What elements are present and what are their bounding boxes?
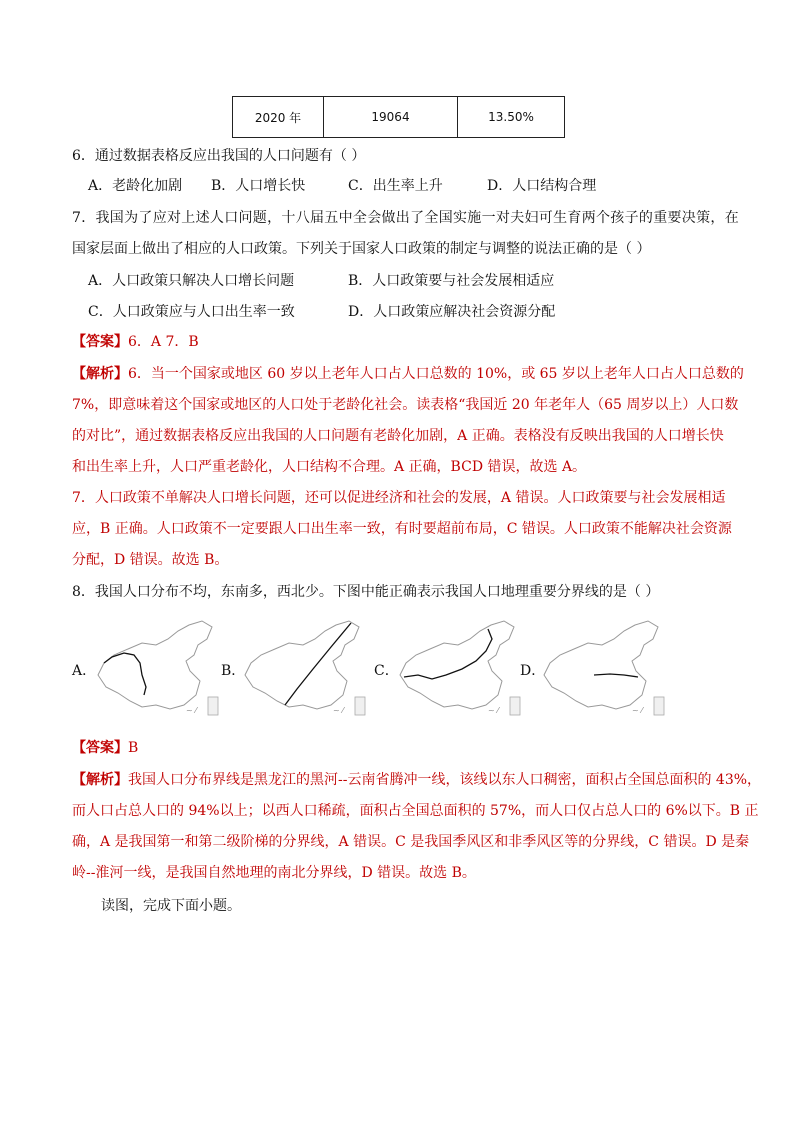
analysis-label: 【解析】 <box>72 366 128 382</box>
q6-option-b: B．人口增长快 <box>211 178 306 194</box>
analysis-line: 应，B 正确。人口政策不一定要跟人口出生率一致，有时要超前布局，C 错误。人口政策不能解决社会资源 <box>72 521 732 537</box>
q8-option-b-label: B． <box>221 663 246 679</box>
answer-label: 【答案】 <box>72 740 128 756</box>
china-map-option-c[interactable] <box>396 617 524 721</box>
analysis-line: 的对比”，通过数据表格反应出我国的人口问题有老龄化加剧，A 正确。表格没有反映出我国的人口增长快 <box>72 428 724 444</box>
china-map-option-d[interactable] <box>540 617 668 721</box>
q7-stem-line2: 国家层面上做出了相应的人口政策。下列关于国家人口政策的制定与调整的说法正确的是（ ） <box>72 241 651 257</box>
svg-text:~ ⁄: ~ ⁄ <box>632 706 643 715</box>
analysis-line: 7．人口政策不单解决人口增长问题，还可以促进经济和社会的发展，A 错误。人口政策要与社会发展相适 <box>72 490 726 506</box>
data-table <box>232 96 565 138</box>
answer-text: 6．A 7．B <box>128 334 199 350</box>
svg-text:~ ⁄: ~ ⁄ <box>333 706 344 715</box>
q6-option-c: C．出生率上升 <box>348 178 443 194</box>
q6-option-a: A．老龄化加剧 <box>88 178 183 194</box>
q7-option-b: B．人口政策要与社会发展相适应 <box>348 273 555 289</box>
q8-option-a-label: A． <box>72 663 97 679</box>
analysis-line: 岭--淮河一线，是我国自然地理的南北分界线，D 错误。故选 B。 <box>72 865 476 881</box>
analysis-line: 确，A 是我国第一和第二级阶梯的分界线，A 错误。C 是我国季风区和非季风区等的分界线，C 错误。D 是秦 <box>72 834 750 850</box>
q6-option-d: D．人口结构合理 <box>487 178 597 194</box>
q7-option-d: D．人口政策应解决社会资源分配 <box>348 304 556 320</box>
answer-block-2 <box>72 738 138 758</box>
answer-label: 【答案】 <box>72 334 128 350</box>
analysis-line: 分配，D 错误。故选 B。 <box>72 552 229 568</box>
analysis-line: 【解析】我国人口分布界线是黑龙江的黑河--云南省腾冲一线，该线以东人口稠密，面积占全国总面积的 43%， <box>72 772 762 788</box>
svg-text:~ ⁄: ~ ⁄ <box>488 706 499 715</box>
q7-option-c: C．人口政策应与人口出生率一致 <box>88 304 295 320</box>
analysis-line: 【解析】6．当一个国家或地区 60 岁以上老年人口占人口总数的 10%，或 65 岁以上老年人口占人口总数的 <box>72 366 744 382</box>
q8-option-c-label: C． <box>374 663 399 679</box>
analysis-line: 7%，即意味着这个国家或地区的人口处于老龄化社会。读表格“我国近 20 年老年人（65 周岁以上）人口数 <box>72 397 739 413</box>
analysis-label: 【解析】 <box>72 772 128 788</box>
answer-block-1 <box>72 332 199 352</box>
svg-text:~ ⁄: ~ ⁄ <box>186 706 197 715</box>
q8-option-d-label: D． <box>520 663 546 679</box>
china-map-option-b[interactable] <box>241 617 369 721</box>
reading-instruction: 读图，完成下面小题。 <box>101 898 241 914</box>
q8-stem: 8．我国人口分布不均，东南多，西北少。下图中能正确表示我国人口地理重要分界线的是（ ） <box>72 584 660 600</box>
answer-text: B <box>128 740 139 756</box>
table-cell-count: 19064 <box>324 97 458 138</box>
china-map-option-a[interactable] <box>94 617 222 721</box>
analysis-line: 而人口占总人口的 94%以上；以西人口稀疏，面积占全国总面积的 57%，而人口仅占总人口的 6%以下。B 正 <box>72 803 759 819</box>
q7-option-a: A．人口政策只解决人口增长问题 <box>88 273 295 289</box>
q6-stem: 6．通过数据表格反应出我国的人口问题有（ ） <box>72 148 366 164</box>
q7-stem-line1: 7．我国为了应对上述人口问题，十八届五中全会做出了全国实施一对夫妇可生育两个孩子的重要决策，在 <box>72 210 740 226</box>
table-cell-year: 2020 年 <box>233 97 324 138</box>
table-cell-ratio: 13.50% <box>458 97 565 138</box>
table-row <box>233 97 565 138</box>
analysis-line: 和出生率上升，人口严重老龄化，人口结构不合理。A 正确，BCD 错误，故选 A。 <box>72 459 587 475</box>
